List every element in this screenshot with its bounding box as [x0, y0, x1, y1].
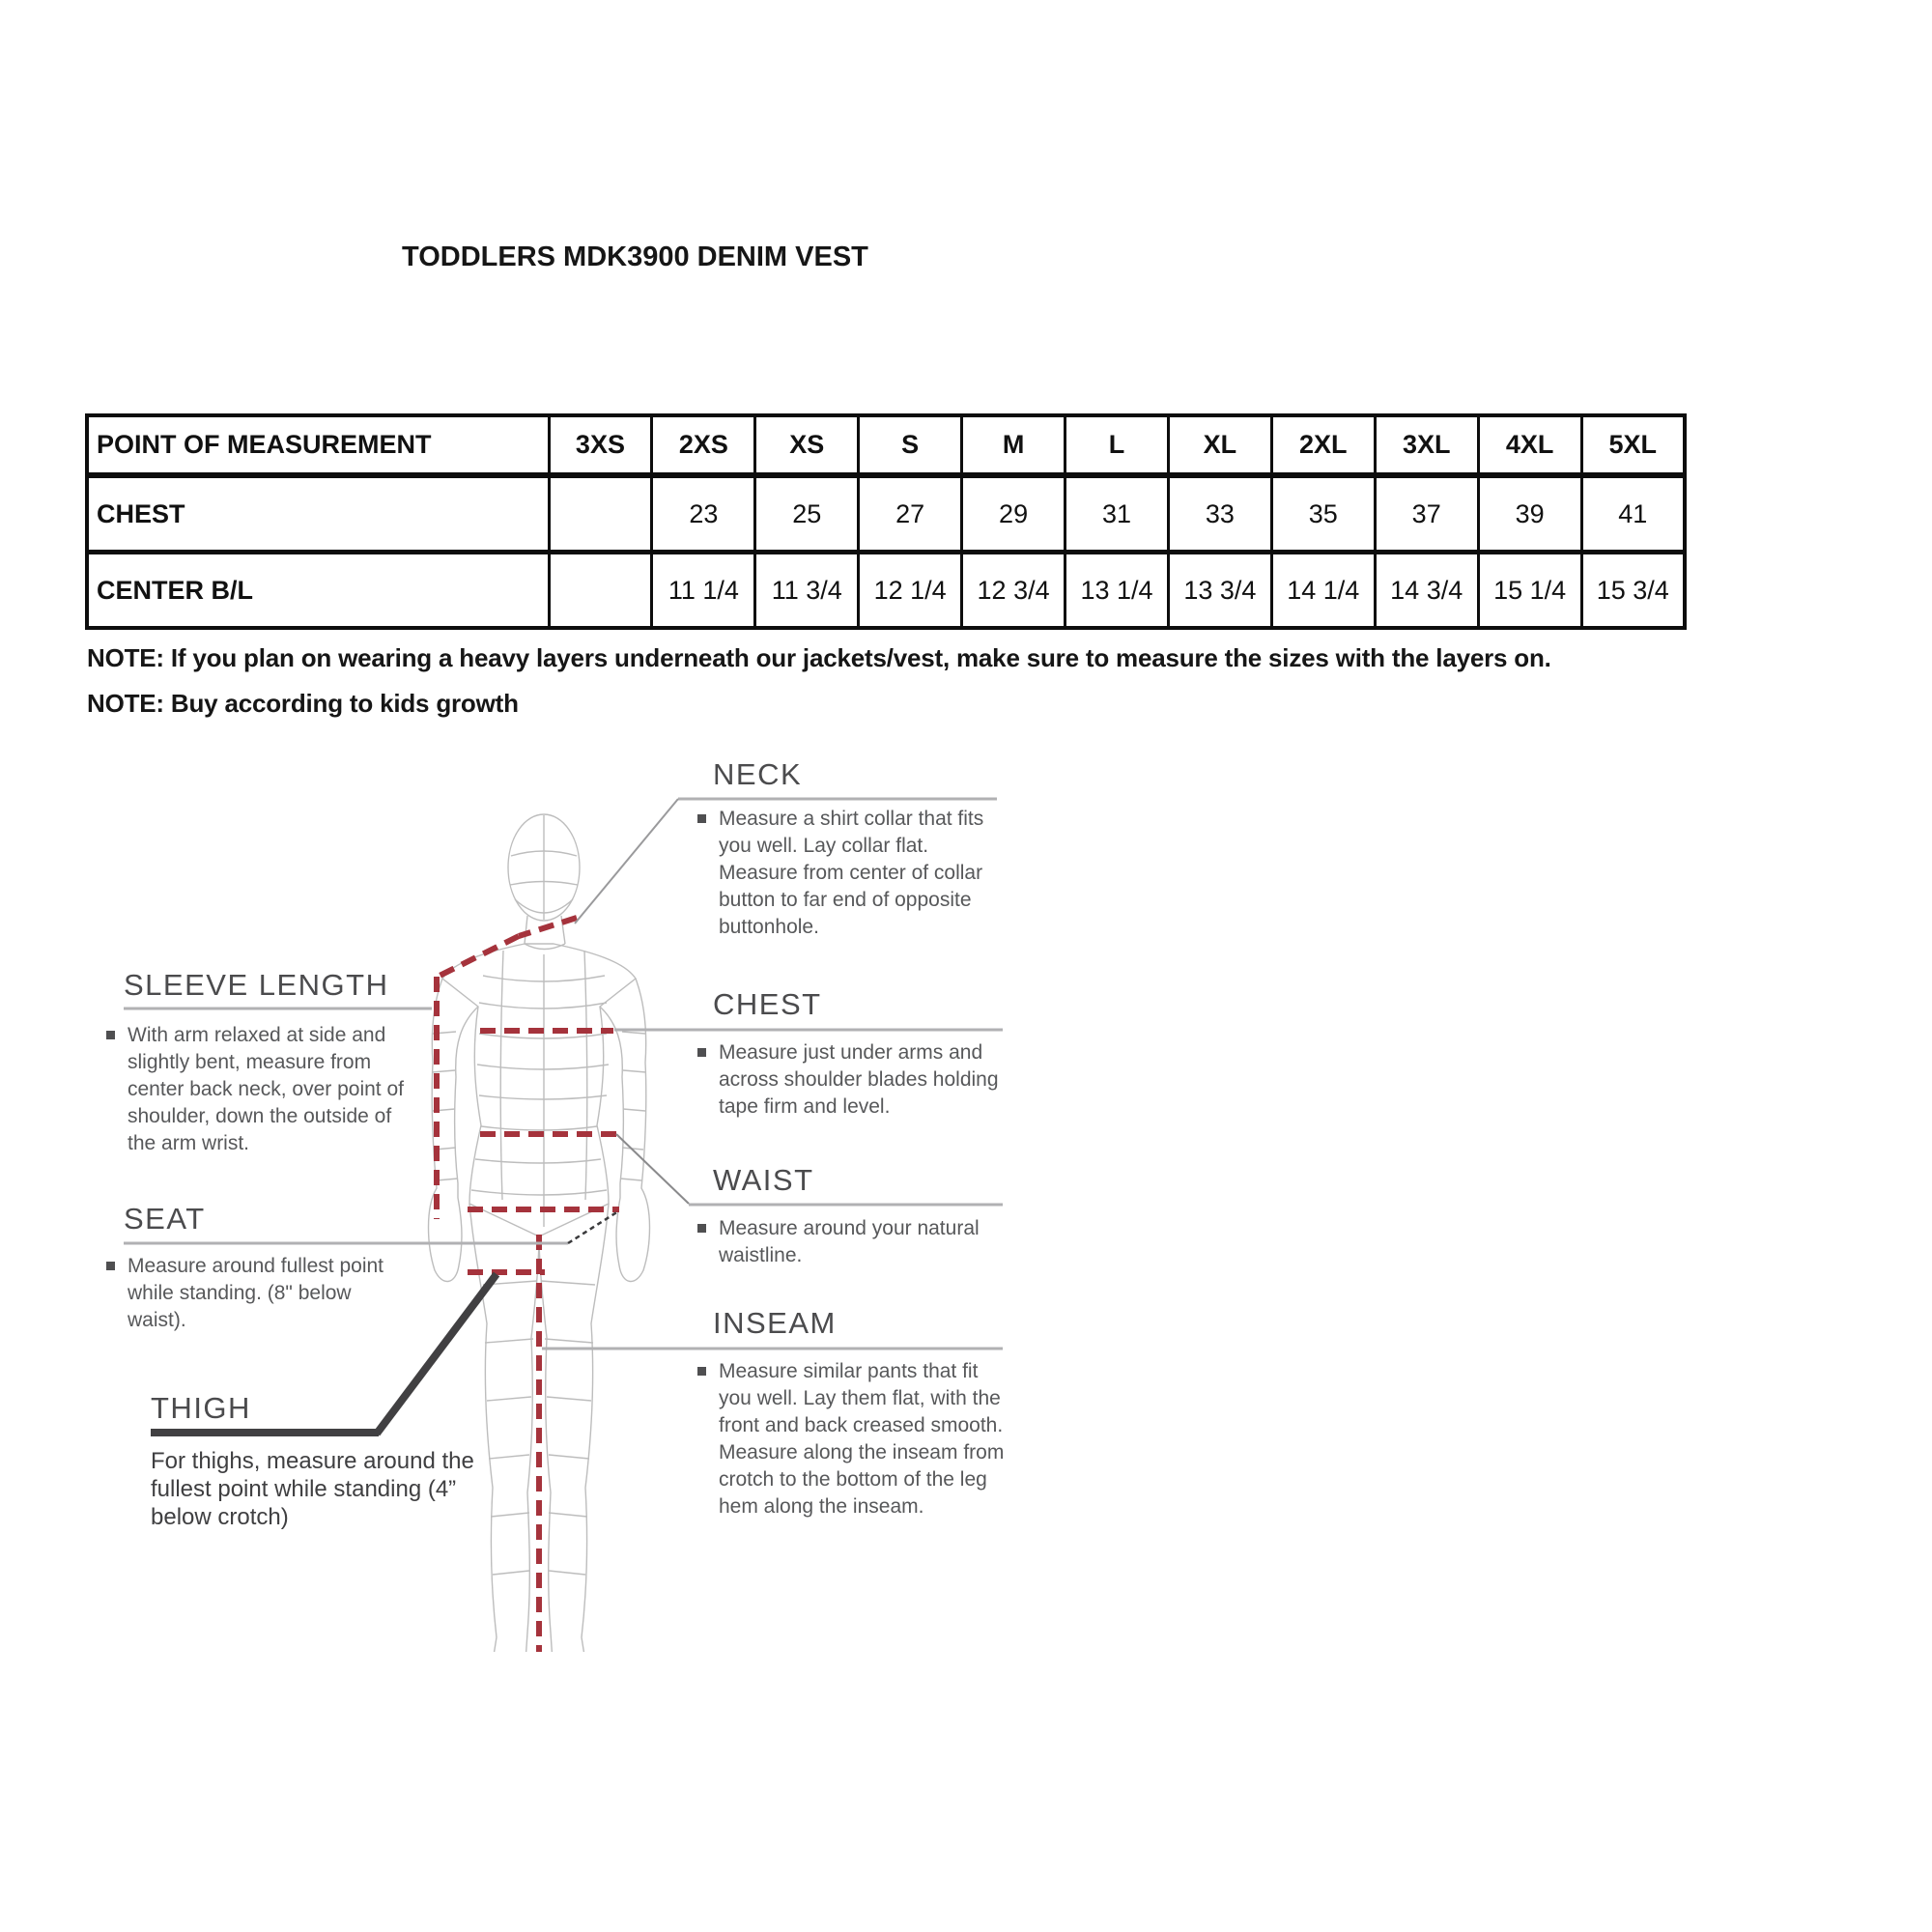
seat-description-text: Measure around fullest point while standing. (8" below waist).	[128, 1255, 384, 1331]
col-header-xl: XL	[1168, 415, 1271, 475]
inseam-description-text: Measure similar pants that fit you well. Lay them flat, with the front and back creased smooth. Measure along the inseam from crotch to the bottom of the leg hem along the inseam.	[719, 1360, 1005, 1518]
col-header-5xl: 5XL	[1581, 415, 1685, 475]
col-header-m: M	[962, 415, 1065, 475]
chest-xl: 33	[1168, 475, 1271, 553]
centerbl-xl: 13 3/4	[1168, 553, 1271, 629]
chest-3xs	[549, 475, 652, 553]
seat-description	[106, 1253, 396, 1334]
neck-label: NECK	[713, 757, 803, 791]
sleeve-length-description	[106, 1022, 425, 1157]
waist-description	[697, 1215, 987, 1269]
col-header-l: L	[1065, 415, 1169, 475]
inseam-description	[697, 1358, 1007, 1520]
waist-description-text: Measure around your natural waistline.	[719, 1217, 980, 1266]
centerbl-l: 13 1/4	[1065, 553, 1169, 629]
chest-m: 29	[962, 475, 1065, 553]
thigh-label: THIGH	[151, 1391, 251, 1425]
table-row-center-bl	[87, 553, 1685, 629]
thigh-description-text: For thighs, measure around the fullest point while standing (4” below crotch)	[151, 1448, 474, 1530]
seat-pointer-line	[568, 1211, 618, 1243]
centerbl-5xl: 15 3/4	[1581, 553, 1685, 629]
col-header-2xs: 2XS	[652, 415, 755, 475]
note-layers: NOTE: If you plan on wearing a heavy layers underneath our jackets/vest, make sure to measure the sizes with the layers on.	[87, 643, 1551, 672]
col-header-s: S	[859, 415, 962, 475]
note-kids-growth: NOTE: Buy according to kids growth	[87, 689, 519, 718]
chest-label: CHEST	[713, 987, 822, 1021]
centerbl-m: 12 3/4	[962, 553, 1065, 629]
sleeve-length-label: SLEEVE LENGTH	[124, 968, 389, 1002]
col-header-4xl: 4XL	[1478, 415, 1581, 475]
bullet-square-icon	[106, 1031, 115, 1039]
table-header-row	[87, 415, 1685, 475]
chest-s: 27	[859, 475, 962, 553]
neck-description-text: Measure a shirt collar that fits you well. Lay collar flat. Measure from center of collar button to far end of opposite buttonhole.	[719, 808, 984, 938]
centerbl-3xs	[549, 553, 652, 629]
centerbl-2xl: 14 1/4	[1271, 553, 1375, 629]
centerbl-3xl: 14 3/4	[1375, 553, 1478, 629]
page-title: TODDLERS MDK3900 DENIM VEST	[402, 242, 868, 272]
seat-label: SEAT	[124, 1202, 206, 1236]
chest-2xl: 35	[1271, 475, 1375, 553]
chest-description-text: Measure just under arms and across shoulder blades holding tape firm and level.	[719, 1041, 999, 1118]
size-table-container	[85, 413, 1687, 630]
table-row-chest	[87, 475, 1685, 553]
row-label-center-bl: CENTER B/L	[87, 553, 549, 629]
notes-block	[87, 643, 1551, 734]
bullet-square-icon	[697, 1048, 706, 1057]
neck-pointer-line	[575, 799, 678, 923]
waist-pointer-line	[616, 1134, 689, 1204]
chest-5xl: 41	[1581, 475, 1685, 553]
col-header-xs: XS	[755, 415, 859, 475]
measurement-diagram	[97, 744, 1024, 1652]
chest-xs: 25	[755, 475, 859, 553]
size-table	[85, 413, 1687, 630]
centerbl-s: 12 1/4	[859, 553, 962, 629]
row-label-chest: CHEST	[87, 475, 549, 553]
chest-l: 31	[1065, 475, 1169, 553]
chest-2xs: 23	[652, 475, 755, 553]
chest-description	[697, 1039, 1003, 1121]
col-header-3xs: 3XS	[549, 415, 652, 475]
bullet-square-icon	[697, 814, 706, 823]
bullet-square-icon	[697, 1224, 706, 1233]
col-header-point-of-measurement: POINT OF MEASUREMENT	[87, 415, 549, 475]
inseam-label: INSEAM	[713, 1306, 837, 1340]
chest-4xl: 39	[1478, 475, 1581, 553]
bullet-square-icon	[697, 1367, 706, 1376]
centerbl-xs: 11 3/4	[755, 553, 859, 629]
sleeve-length-description-text: With arm relaxed at side and slightly bent, measure from center back neck, over point of shoulder, down the outside of the arm wrist.	[128, 1024, 404, 1154]
neck-description	[697, 806, 1003, 941]
centerbl-4xl: 15 1/4	[1478, 553, 1581, 629]
col-header-2xl: 2XL	[1271, 415, 1375, 475]
waist-label: WAIST	[713, 1163, 814, 1197]
bullet-square-icon	[106, 1262, 115, 1270]
centerbl-2xs: 11 1/4	[652, 553, 755, 629]
chest-3xl: 37	[1375, 475, 1478, 553]
col-header-3xl: 3XL	[1375, 415, 1478, 475]
